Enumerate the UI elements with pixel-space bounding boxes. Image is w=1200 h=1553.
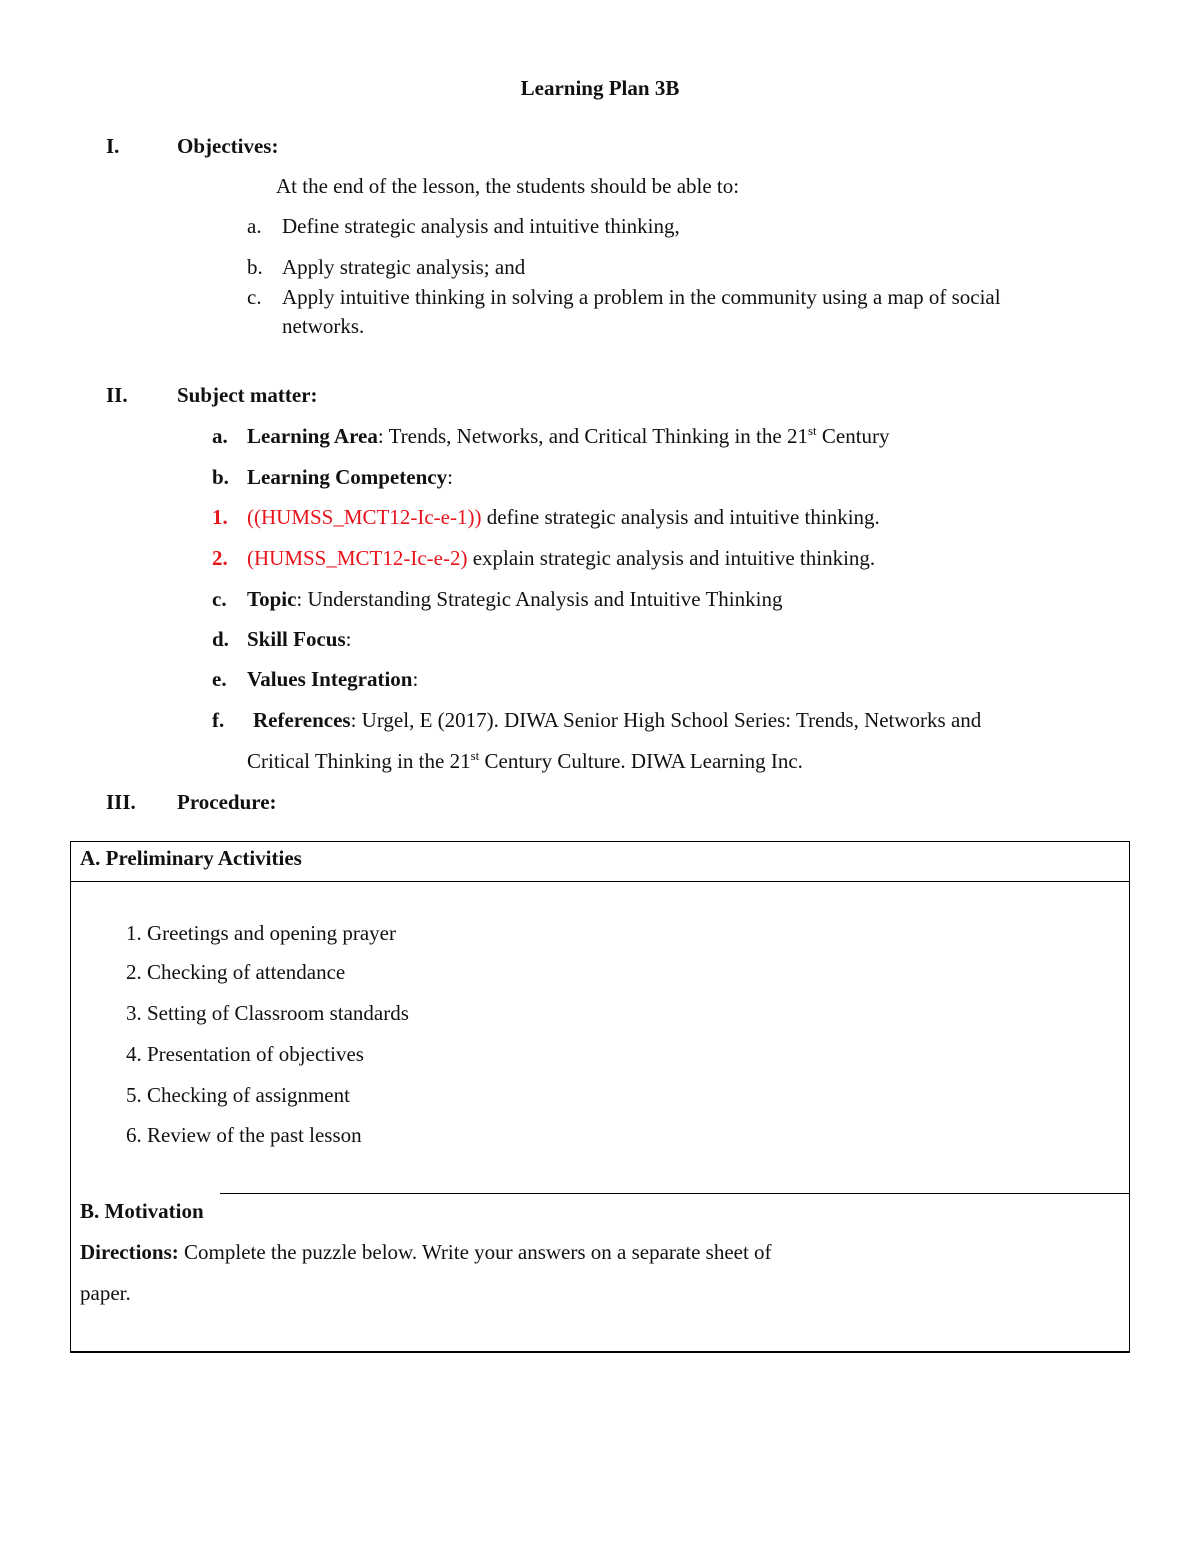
skill-focus-label: Skill Focus bbox=[247, 627, 346, 651]
item-letter: f. bbox=[212, 708, 225, 732]
table-divider bbox=[220, 1193, 1130, 1194]
procedure-heading: Procedure: bbox=[177, 790, 277, 814]
topic bbox=[247, 589, 782, 610]
learning-area bbox=[247, 423, 890, 448]
learning-area-suffix: Century bbox=[816, 424, 890, 448]
page-title: Learning Plan 3B bbox=[520, 76, 680, 100]
list-item: 1. Greetings and opening prayer bbox=[126, 921, 396, 945]
competency-text: explain strategic analysis and intuitive thinking. bbox=[467, 546, 876, 570]
competency-code: ((HUMSS_MCT12-Ic-e-1)) bbox=[247, 505, 482, 529]
section-numeral-procedure: III. bbox=[106, 790, 136, 814]
list-item: 6. Review of the past lesson bbox=[126, 1123, 362, 1147]
values-integration-value: : bbox=[412, 667, 419, 691]
objectives-heading: Objectives: bbox=[177, 134, 279, 158]
learning-area-value: : Trends, Networks, and Critical Thinking in the 21 bbox=[377, 424, 808, 448]
objective-text-continued: networks. bbox=[282, 314, 365, 338]
list-item: 4. Presentation of objectives bbox=[126, 1042, 364, 1066]
section-numeral-subject-matter: II. bbox=[106, 383, 128, 407]
references bbox=[253, 710, 981, 731]
item-letter: d. bbox=[212, 627, 229, 651]
motivation-directions bbox=[80, 1242, 772, 1263]
subject-matter-heading: Subject matter: bbox=[177, 383, 318, 407]
directions-text: Complete the puzzle below. Write your answers on a separate sheet of bbox=[178, 1240, 772, 1264]
item-letter: b. bbox=[212, 465, 229, 489]
values-integration bbox=[247, 669, 418, 690]
skill-focus-value: : bbox=[345, 627, 352, 651]
references-value: : Urgel, E (2017). DIWA Senior High School Series: Trends, Networks and bbox=[350, 708, 982, 732]
competency-number: 2. bbox=[212, 546, 228, 570]
competency-code: (HUMSS_MCT12-Ic-e-2) bbox=[247, 546, 468, 570]
references-line2-post: Century Culture. DIWA Learning Inc. bbox=[479, 749, 803, 773]
table-border-left bbox=[70, 841, 71, 1352]
topic-label: Topic bbox=[247, 587, 297, 611]
objective-text: Define strategic analysis and intuitive thinking, bbox=[282, 214, 680, 238]
learning-competency-label: Learning Competency bbox=[247, 465, 448, 489]
table-border-top bbox=[70, 841, 1130, 842]
table-border-right bbox=[1129, 841, 1130, 1352]
preliminary-activities-heading: A. Preliminary Activities bbox=[80, 846, 302, 870]
references-line2-pre: Critical Thinking in the 21 bbox=[247, 749, 471, 773]
learning-area-label: Learning Area bbox=[247, 424, 378, 448]
objectives-intro: At the end of the lesson, the students should be able to: bbox=[276, 174, 740, 198]
references-continued bbox=[247, 748, 803, 773]
item-letter: e. bbox=[212, 667, 227, 691]
list-item: 3. Setting of Classroom standards bbox=[126, 1001, 409, 1025]
objective-text: Apply intuitive thinking in solving a problem in the community using a map of social bbox=[282, 285, 1001, 309]
superscript: st bbox=[807, 423, 817, 438]
table-divider bbox=[70, 881, 1130, 882]
objective-text: Apply strategic analysis; and bbox=[282, 255, 526, 279]
directions-label: Directions: bbox=[80, 1240, 179, 1264]
motivation-heading: B. Motivation bbox=[80, 1199, 204, 1223]
item-letter: a. bbox=[212, 424, 228, 448]
item-letter: c. bbox=[212, 587, 227, 611]
objective-letter: a. bbox=[247, 214, 262, 238]
section-numeral-objectives: I. bbox=[106, 134, 120, 158]
values-integration-label: Values Integration bbox=[247, 667, 413, 691]
competency-item bbox=[247, 507, 880, 528]
objective-letter: c. bbox=[247, 285, 262, 309]
table-border-bottom bbox=[70, 1351, 1130, 1353]
superscript: st bbox=[470, 748, 480, 763]
competency-number: 1. bbox=[212, 505, 228, 529]
list-item: 5. Checking of assignment bbox=[126, 1083, 350, 1107]
references-label: References bbox=[253, 708, 351, 732]
learning-competency-value: : bbox=[447, 465, 453, 489]
motivation-directions-continued: paper. bbox=[80, 1281, 131, 1305]
skill-focus bbox=[247, 629, 351, 650]
competency-text: define strategic analysis and intuitive thinking. bbox=[481, 505, 880, 529]
learning-competency bbox=[247, 467, 453, 488]
competency-item bbox=[247, 548, 875, 569]
list-item: 2. Checking of attendance bbox=[126, 960, 346, 984]
topic-value: : Understanding Strategic Analysis and Intuitive Thinking bbox=[296, 587, 783, 611]
objective-letter: b. bbox=[247, 255, 263, 279]
